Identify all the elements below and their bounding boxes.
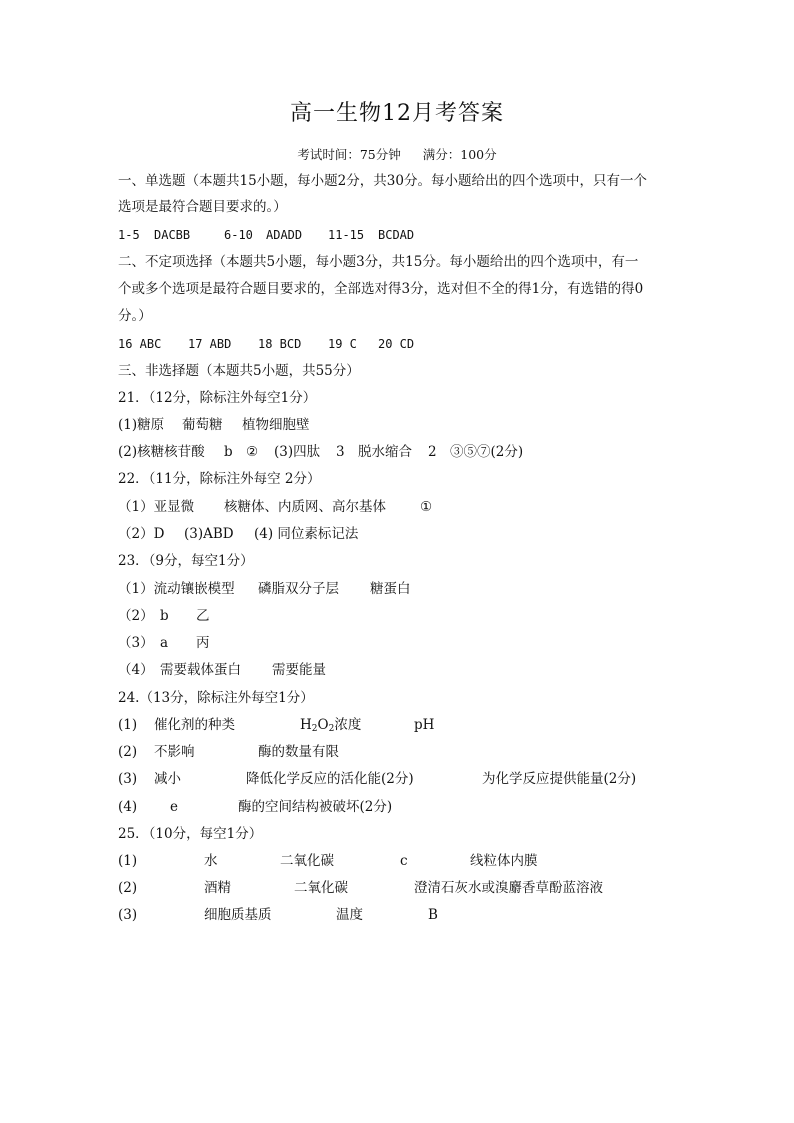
answer-text: 水 — [204, 853, 218, 869]
page-title: 高一生物12月考答案 — [290, 101, 504, 126]
answer-text: ① — [420, 499, 433, 515]
answer-text: 降低化学反应的活化能(2分) — [246, 771, 414, 787]
answer-text: 需要能量 — [272, 662, 326, 678]
answer-text: 酶的空间结构被破坏(2分) — [238, 799, 393, 815]
answer-text: （1）亚显微 — [118, 499, 195, 515]
answer-text: 2 — [428, 444, 437, 460]
section2-heading-2: 个或多个选项是最符合题目要求的，全部选对得3分，选对但不全的得1分，有选错的得0 — [118, 281, 644, 297]
exam-time: 考试时间：75分钟 — [297, 147, 401, 162]
answer-item: 20 CD — [378, 337, 415, 351]
answer-text: （2） — [118, 608, 154, 624]
answer-item: 17 ABD — [188, 337, 232, 351]
answer-text: 葡萄糖 — [182, 417, 223, 433]
answer-text: (3)四肽 — [274, 444, 321, 460]
section3-heading: 三、非选择题（本题共5小题，共55分） — [118, 363, 360, 379]
section2-heading-3: 分。） — [118, 308, 152, 324]
answer-text: (3)ABD — [184, 526, 234, 542]
section2-heading-1: 二、不定项选择（本题共5小题，每小题3分，共15分。每小题给出的四个选项中，有一 — [118, 254, 639, 270]
answer-text: (4) — [118, 799, 138, 815]
answer-text: (1) — [118, 853, 138, 869]
answer-text: 糖蛋白 — [370, 581, 411, 597]
answer-range: 11-15 — [328, 228, 365, 242]
answer-text: (2)核糖核苷酸 — [118, 444, 205, 460]
answer-text: （3） — [118, 635, 154, 651]
section1-heading-1: 一、单选题（本题共15小题，每小题2分，共30分。每小题给出的四个选项中，只有一个 — [118, 173, 647, 189]
answer-text: c — [400, 853, 408, 869]
answer-text: 核糖体、内质网、高尔基体 — [224, 499, 386, 515]
answer-text: a — [160, 635, 169, 651]
answer-text: （1）流动镶嵌模型 — [118, 581, 235, 597]
answer-text: ② — [246, 444, 259, 460]
answer-text: 线粒体内膜 — [470, 853, 538, 869]
answer-text: 酒精 — [204, 880, 231, 896]
answer-text: ③⑤⑦(2分) — [450, 444, 524, 460]
answer-text: (2) — [118, 880, 138, 896]
answer-text: 3 — [336, 444, 345, 460]
answer-text: 为化学反应提供能量(2分) — [482, 771, 637, 787]
answer-text: 脱水缩合 — [358, 444, 412, 460]
q23-heading: 23．（9分，每空1分） — [118, 553, 254, 569]
answer-text: (1)糖原 — [118, 417, 165, 433]
answer-text: pH — [414, 717, 435, 733]
answer-value: DACBB — [154, 228, 191, 242]
answer-text: 植物细胞壁 — [242, 417, 310, 433]
answer-range: 1-5 — [118, 228, 140, 242]
answer-text: 磷脂双分子层 — [258, 581, 339, 597]
answer-text: b — [224, 444, 233, 460]
answer-text: (1) — [118, 717, 138, 733]
answer-text: 二氧化碳 — [294, 880, 348, 896]
answer-value: ADADD — [266, 228, 303, 242]
answer-text: 乙 — [196, 608, 210, 624]
answer-text: 需要载体蛋白 — [160, 662, 241, 678]
h2o2-concentration: $H_2O_2$浓度 — [300, 717, 362, 734]
answer-text: 二氧化碳 — [280, 853, 334, 869]
exam-info — [0, 145, 794, 163]
answer-text: (4) 同位素标记法 — [254, 526, 359, 542]
answer-range: 6-10 — [224, 228, 253, 242]
answer-text: b — [160, 608, 169, 624]
answer-text: 澄清石灰水或溴麝香草酚蓝溶液 — [414, 880, 603, 896]
q25-heading: 25．（10分，每空1分） — [118, 826, 263, 842]
section1-heading-2: 选项是最符合题目要求的。） — [118, 199, 287, 215]
answer-text: 不影响 — [154, 744, 195, 760]
answer-text: (2) — [118, 744, 138, 760]
answer-text: (3) — [118, 907, 138, 923]
answer-text: （4） — [118, 662, 154, 678]
answer-text: 细胞质基质 — [204, 907, 272, 923]
answer-text: B — [428, 907, 438, 923]
answer-text: 酶的数量有限 — [258, 744, 339, 760]
q21-heading: 21．（12分，除标注外每空1分） — [118, 390, 317, 406]
answer-text: （2）D — [118, 526, 165, 542]
answer-text: 催化剂的种类 — [154, 717, 235, 733]
answer-text: 减小 — [154, 771, 181, 787]
full-score: 满分：100分 — [422, 147, 497, 162]
answer-item: 18 BCD — [258, 337, 302, 351]
answer-text: 丙 — [196, 635, 210, 651]
answer-item: 16 ABC — [118, 337, 162, 351]
answer-value: BCDAD — [378, 228, 415, 242]
answer-text: 温度 — [336, 907, 363, 923]
answer-item: 19 C — [328, 337, 357, 351]
answer-text: e — [170, 799, 178, 815]
answer-text: (3) — [118, 771, 138, 787]
q24-heading: 24.（13分，除标注外每空1分） — [118, 690, 314, 706]
q22-heading: 22．（11分，除标注外每空 2分） — [118, 471, 321, 487]
